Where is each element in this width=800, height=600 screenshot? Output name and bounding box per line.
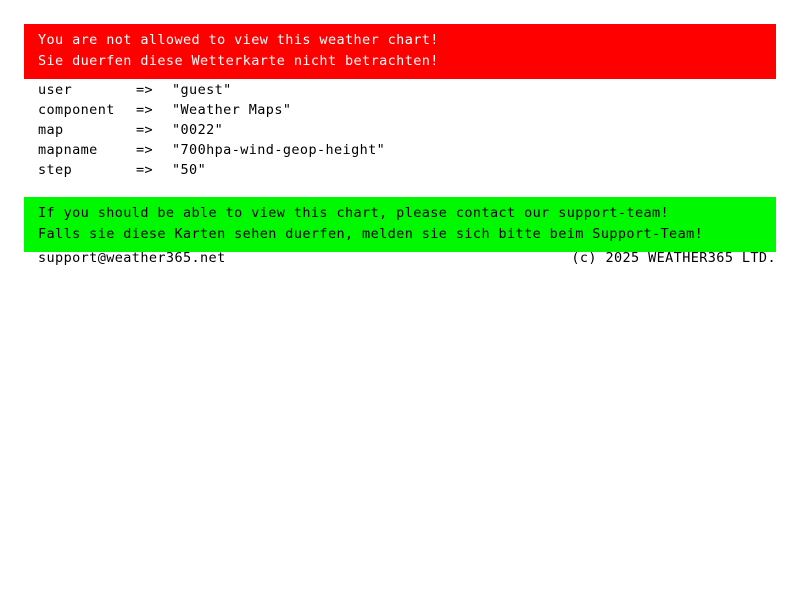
info-banner xyxy=(24,197,776,252)
detail-arrow-step: => xyxy=(136,162,154,178)
info-banner-line-de: Falls sie diese Karten sehen duerfen, melden sie sich bitte beim Support-Team! xyxy=(38,226,704,242)
detail-row-mapname xyxy=(38,140,778,160)
detail-value-component: "Weather Maps" xyxy=(172,102,292,118)
footer xyxy=(38,250,776,266)
detail-arrow-user: => xyxy=(136,82,154,98)
support-email-link[interactable]: support@weather365.net xyxy=(38,250,226,266)
detail-arrow-map: => xyxy=(136,122,154,138)
copyright-text: (c) 2025 WEATHER365 LTD. xyxy=(571,250,776,266)
detail-value-mapname: "700hpa-wind-geop-height" xyxy=(172,142,386,158)
detail-row-user xyxy=(38,80,778,100)
detail-key-user: user xyxy=(38,82,73,98)
detail-row-map xyxy=(38,120,778,140)
detail-key-map: map xyxy=(38,122,64,138)
detail-row-component xyxy=(38,100,778,120)
error-banner-line-en: You are not allowed to view this weather chart! xyxy=(38,32,439,48)
detail-arrow-mapname: => xyxy=(136,142,154,158)
detail-value-step: "50" xyxy=(172,162,207,178)
detail-value-user: "guest" xyxy=(172,82,232,98)
info-banner-line-en: If you should be able to view this chart, please contact our support-team! xyxy=(38,205,670,221)
request-details xyxy=(38,80,778,180)
detail-value-map: "0022" xyxy=(172,122,224,138)
error-banner xyxy=(24,24,776,79)
detail-row-step xyxy=(38,160,778,180)
detail-key-component: component xyxy=(38,102,115,118)
detail-key-mapname: mapname xyxy=(38,142,98,158)
error-banner-line-de: Sie duerfen diese Wetterkarte nicht betrachten! xyxy=(38,53,439,69)
detail-key-step: step xyxy=(38,162,73,178)
detail-arrow-component: => xyxy=(136,102,154,118)
